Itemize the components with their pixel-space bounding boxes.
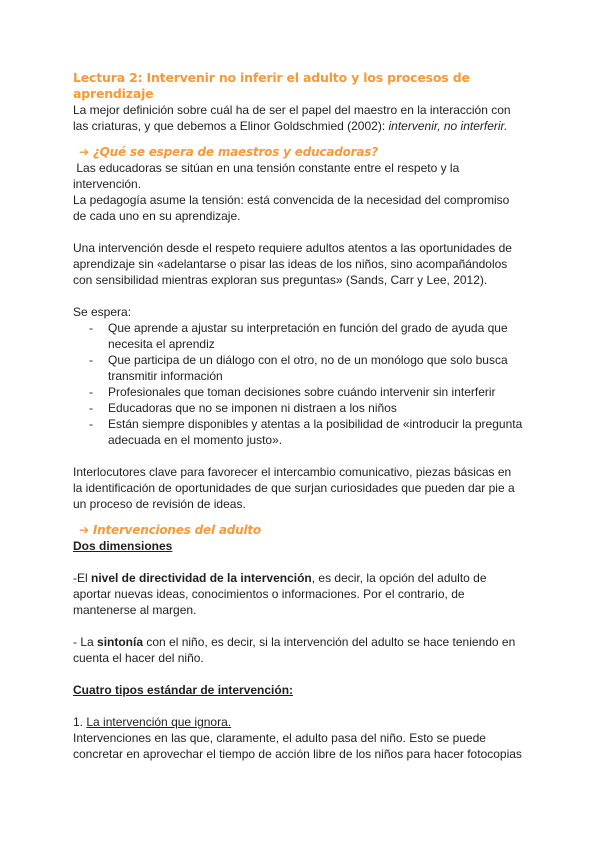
document-page (73, 70, 523, 762)
section-heading-expectations-text: ¿Qué se espera de maestros y educadoras? (92, 145, 378, 159)
types-heading: Cuatro tipos estándar de intervención: (73, 683, 294, 697)
type-1-label: La intervención que ignora. (86, 715, 232, 729)
intro-paragraph (73, 102, 523, 134)
type-1-text: Intervenciones en las que, claramente, el adulto pasa del niño. Esto se puede concretar en aprovechar el tiempo de acción libre de los niños para hacer fotocopias (73, 731, 522, 761)
intro-text: La mejor definición sobre cuál ha de ser el papel del maestro en la interacción con las criaturas, y que debemos a Elinor Goldschmied (2002): (73, 103, 511, 133)
section-heading-interventions-text: Intervenciones del adulto (92, 523, 261, 537)
dimension-directivity: -El nivel de directividad de la intervención, es decir, la opción del adulto de aportar nuevas ideas, conocimientos o informaciones. Por el contrario, de mantenerse al margen. (73, 571, 487, 617)
intro-italic-quote: intervenir, no interferir. (388, 119, 508, 133)
dimension-tuning: - La sintonía con el niño, es decir, si la intervención del adulto se hace teniendo en cuenta el hacer del niño. (73, 635, 516, 665)
list-item: - Profesionales que toman decisiones sobre cuándo intervenir sin interferir (89, 385, 496, 399)
type-1-heading: 1. La intervención que ignora. (73, 715, 232, 729)
expectations-list (73, 320, 523, 448)
list-item: - Educadoras que no se imponen ni distraen a los niños (89, 401, 397, 415)
section-heading-interventions (73, 522, 523, 538)
paragraph-tension: Las educadoras se sitúan en una tensión constante entre el respeto y la intervención. (73, 161, 463, 191)
document-title: Lectura 2: Intervenir no inferir el adulto y los procesos de aprendizaje (73, 70, 470, 101)
list-item: - Están siempre disponibles y atentas a la posibilidad de «introducir la pregunta adecuada en el momento justo». (89, 417, 523, 447)
section-heading-expectations (73, 144, 523, 160)
arrow-right-icon: ➔ (79, 523, 89, 537)
dimension-tuning-bold: sintonía (97, 635, 144, 649)
paragraph-respect: Una intervención desde el respeto requiere adultos atentos a las oportunidades de aprendizaje sin «adelantarse o pisar las ideas de los niños, sino acompañándolos con sensibilidad mientras exploran sus preguntas» (Sands, Carr y Lee, 2012). (73, 241, 512, 287)
paragraph-interlocutors: Interlocutores clave para favorecer el intercambio comunicativo, piezas básicas en la identificación de oportunidades de que surjan curiosidades que pueden dar pie a un proceso de revisión de ideas. (73, 465, 515, 511)
list-item: - Que aprende a ajustar su interpretación en función del grado de ayuda que necesita el aprendiz (89, 321, 508, 351)
list-item: - Que participa de un diálogo con el otro, no de un monólogo que solo busca transmitir información (89, 353, 508, 383)
arrow-right-icon: ➔ (79, 145, 89, 159)
paragraph-pedagogy: La pedagogía asume la tensión: está convencida de la necesidad del compromiso de cada uno en su aprendizaje. (73, 193, 510, 223)
dimensions-heading: Dos dimensiones (73, 539, 173, 553)
dimension-directivity-bold: nivel de directividad de la intervención (91, 571, 312, 585)
expect-label: Se espera: (73, 305, 132, 319)
